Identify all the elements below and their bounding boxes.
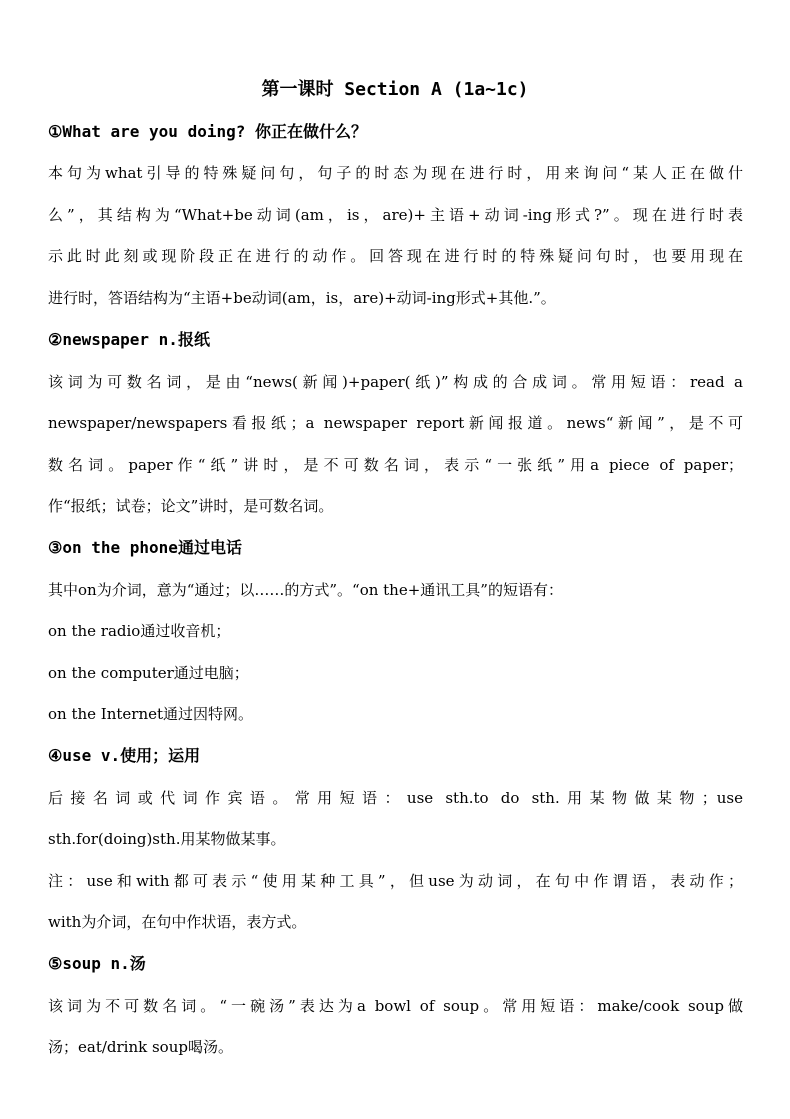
paragraph-line: 其中on为介词，意为“通过；以……的方式”。“on the+通讯工具”的短语有： [48,581,563,599]
paragraph-line: 注：use和with都可表示“使用某种工具”，但use为动词，在句中作谓语，表动作； [48,872,743,890]
paragraph-line: 汤；eat/drink soup喝汤。 [48,1038,233,1056]
section-heading-1: ①What are you doing? 你正在做什么？ [48,122,368,141]
paragraph-line: with为介词，在句中作状语，表方式。 [48,913,307,931]
section-heading-2: ②newspaper n.报纸 [48,330,210,349]
paragraph-line: sth.for(doing)sth.用某物做某事。 [48,830,286,848]
section-heading-4: ④use v.使用；运用 [48,746,201,765]
paragraph-line: 数名词。paper作“纸”讲时，是不可数名词，表示“一张纸”用a piece of paper； [48,456,743,474]
paragraph-line: on the radio通过收音机； [48,622,231,640]
paragraph-line: on the computer通过电脑； [48,664,249,682]
paragraph-line: 么”，其结构为“What+be动词(am，is，are)+主语+动词-ing形式?”。现在进行时表 [48,206,743,224]
paragraph-line: 本句为what引导的特殊疑问句，句子的时态为现在进行时，用来询问“某人正在做什 [48,164,743,182]
paragraph-line: 该词为不可数名词。“一碗汤”表达为a bowl of soup。常用短语：make/cook soup做 [48,997,743,1015]
paragraph-line: 后接名词或代词作宾语。常用短语：use sth.to do sth.用某物做某物；use [48,789,743,807]
section-heading-5: ⑤soup n.汤 [48,954,146,973]
paragraph-line: on the Internet通过因特网。 [48,705,254,723]
paragraph-line: 进行时，答语结构为“主语+be动词(am，is，are)+动词-ing形式+其他.”。 [48,289,556,307]
paragraph-line: 示此时此刻或现阶段正在进行的动作。回答现在进行时的特殊疑问句时，也要用现在 [48,247,743,265]
paragraph-line: 作“报纸；试卷；论文”讲时，是可数名词。 [48,497,334,515]
paragraph-line: newspaper/newspapers看报纸；a newspaper report新闻报道。news“新闻”，是不可 [48,414,743,432]
section-heading-3: ③on the phone通过电话 [48,538,242,557]
paragraph-line: 该词为可数名词，是由“news(新闻)+paper(纸)”构成的合成词。常用短语：read a [48,373,743,391]
page-title: 第一课时 Section A (1a~1c) [261,79,529,100]
